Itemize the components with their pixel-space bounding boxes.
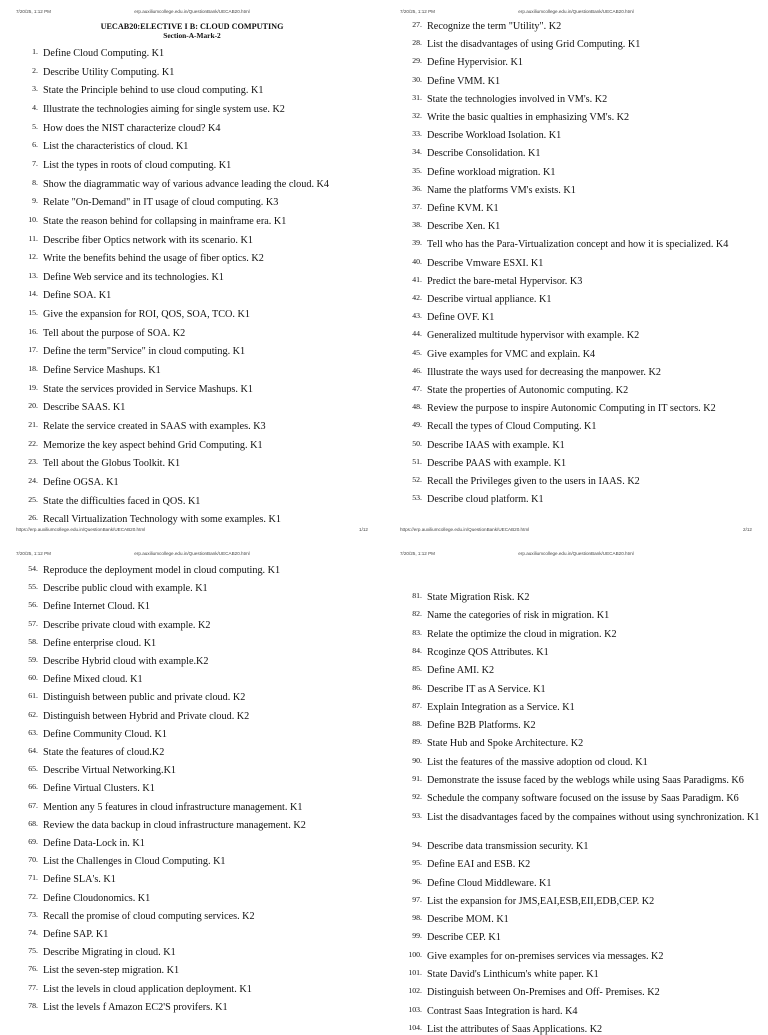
header-url: erp.auxiliumcollege.edu.in/QuestionBank/UECAB20.html (134, 9, 250, 14)
page-2-header (400, 9, 752, 15)
question-text: How does the NIST characterize cloud? K4 (43, 122, 221, 134)
question-number: 41. (412, 274, 422, 284)
question-text: Schedule the company software focused on the issuse by Saas Paradigm. K6 (427, 793, 739, 805)
question-number: 83. (412, 627, 422, 637)
page-number: 2/12 (743, 527, 752, 532)
question-text: Define Virtual Clusters. K1 (43, 783, 155, 795)
question-number: 38. (412, 220, 422, 230)
question-number: 42. (412, 293, 422, 302)
question-number: 26. (28, 513, 38, 523)
question-text: Give examples for VMC and explain. K4 (427, 348, 596, 360)
question-text: Define Hypervisior. K1 (427, 57, 523, 69)
question-number: 77. (28, 982, 38, 992)
header-url: erp.auxiliumcollege.edu.in/QuestionBank/UECAB20.html (134, 551, 250, 556)
question-text: List the levels f Amazon EC2'S provifers. K1 (43, 1001, 228, 1013)
question-number: 71. (28, 873, 38, 883)
question-number: 20. (28, 401, 38, 411)
question-number: 102. (408, 986, 422, 996)
question-number: 32. (412, 111, 422, 120)
question-text: Describe Workload Isolation. K1 (427, 130, 562, 142)
question-number: 54. (28, 564, 38, 573)
question-number: 34. (412, 147, 422, 157)
question-text: Define OGSA. K1 (43, 476, 119, 488)
question-text: Define KVM. K1 (427, 203, 499, 214)
question-number: 53. (412, 493, 422, 503)
question-text: Relate the service created in SAAS with examples. K3 (43, 421, 266, 432)
question-text: Distinguish between Hybrid and Private cloud. K2 (43, 710, 250, 722)
question-number: 73. (28, 909, 38, 919)
question-text: Describe CEP. K1 (427, 932, 501, 944)
question-number: 10. (28, 214, 38, 224)
question-number: 96. (412, 876, 422, 886)
question-text: Define SOA. K1 (43, 290, 112, 302)
question-text: Review the data backup in cloud infrastructure management. K2 (43, 819, 306, 831)
question-text: Predict the bare-metal Hypervisor. K3 (427, 275, 583, 287)
question-number: 33. (412, 129, 422, 139)
question-number: 35. (412, 165, 422, 175)
question-number: 67. (28, 800, 38, 810)
question-number: 23. (28, 457, 38, 467)
question-number: 91. (412, 774, 422, 783)
footer-url: https://erp.auxiliumcollege.edu.in/QuestionBank/UECAB20.html (16, 527, 146, 532)
question-text: Illustrate the ways used for decreasing the manpower. K2 (427, 366, 661, 378)
question-text: Give the expansion for ROI, QOS, SOA, TCO. K1 (43, 309, 250, 321)
question-text: Recall the Privileges given to the users in IAAS. K2 (427, 476, 640, 487)
question-number: 16. (28, 326, 38, 336)
question-number: 30. (412, 74, 422, 84)
question-text: Define Cloud Computing. K1 (43, 48, 165, 59)
question-number: 39. (412, 238, 422, 248)
question-text: Give examples for on-premises services via messages. K2 (427, 950, 664, 962)
question-number: 86. (412, 682, 422, 692)
question-text: Describe Xen. K1 (427, 221, 501, 233)
page-4-header (400, 551, 752, 557)
question-number: 104. (408, 1022, 422, 1032)
question-number: 36. (412, 183, 422, 193)
question-number: 69. (28, 837, 38, 846)
question-text: Demonstrate the issuse faced by the weblogs while using Saas Paradigms. K6 (427, 775, 744, 786)
question-number: 75. (28, 946, 38, 956)
question-text: Define Web service and its technologies. K1 (43, 271, 224, 283)
question-text: Tell who has the Para-Virtualization concept and how it is specialized. K4 (427, 239, 729, 251)
question-number: 2. (32, 65, 38, 75)
question-text: Define enterprise cloud. K1 (43, 637, 157, 649)
question-text: State David's Linthicum's white paper. K1 (427, 969, 599, 980)
question-text: Rcoginze QOS Attributes. K1 (427, 646, 549, 658)
question-text: Recognize the term "Utility". K2 (427, 21, 562, 32)
question-text: Define Cloud Middleware. K1 (427, 877, 552, 889)
question-text: Describe MOM. K1 (427, 914, 509, 926)
document-title (0, 22, 384, 40)
footer-url: https://erp.auxiliumcollege.edu.in/QuestionBank/UECAB20.html (400, 527, 530, 532)
question-text: State the difficulties faced in QOS. K1 (43, 495, 201, 507)
question-text: Describe Consolidation. K1 (427, 148, 541, 160)
header-timestamp: 7/20/25, 1:12 PM (400, 9, 435, 14)
question-number: 70. (28, 855, 38, 865)
question-number: 64. (28, 746, 38, 755)
question-text: Generalized multitude hypervisor with example. K2 (427, 330, 640, 342)
question-number: 24. (28, 475, 38, 485)
question-text: Describe cloud platform. K1 (427, 494, 544, 506)
question-text: List the Challenges in Cloud Computing. K1 (43, 856, 226, 868)
question-text: Memorize the key aspect behind Grid Computing. K1 (43, 439, 263, 451)
section-title: Section-A-Mark-2 (163, 31, 221, 40)
question-text: List the seven-step migration. K1 (43, 965, 180, 977)
question-text: Define Service Mashups. K1 (43, 365, 161, 377)
question-number: 81. (412, 591, 422, 600)
question-number: 82. (412, 609, 422, 619)
question-text: List the disadvantages of using Grid Computing. K1 (427, 39, 641, 51)
question-number: 46. (412, 365, 422, 375)
question-text: Illustrate the technologies aiming for single system use. K2 (43, 103, 285, 115)
question-number: 28. (412, 38, 422, 48)
page-3-header (16, 551, 368, 557)
question-text: Recall the types of Cloud Computing. K1 (427, 421, 597, 433)
question-number: 58. (28, 636, 38, 646)
question-text: Write the benefits behind the usage of fiber optics. K2 (43, 253, 264, 265)
question-number: 99. (412, 931, 422, 941)
header-timestamp: 7/20/25, 1:12 PM (16, 9, 51, 14)
question-text: List the disadvantages faced by the compaines without using synchronization. K1 (427, 811, 760, 823)
question-number: 89. (412, 737, 422, 747)
question-text: Describe public cloud with example. K1 (43, 583, 208, 595)
question-text: Describe Hybrid cloud with example.K2 (43, 656, 209, 667)
question-text: Name the platforms VM's exists. K1 (427, 184, 576, 196)
question-text: Define VMM. K1 (427, 75, 501, 87)
question-text: Explain Integration as a Service. K1 (427, 701, 575, 713)
question-number: 62. (28, 709, 38, 719)
question-number: 98. (412, 913, 422, 923)
question-number: 57. (28, 618, 38, 628)
question-text: List the levels in cloud application deployment. K1 (43, 983, 252, 995)
question-text: State Migration Risk. K2 (427, 592, 530, 603)
question-text: List the types in roots of cloud computing. K1 (43, 159, 232, 171)
question-number: 25. (28, 494, 38, 504)
question-number: 21. (28, 420, 38, 429)
question-text: Distinguish between public and private cloud. K2 (43, 692, 246, 704)
question-number: 22. (28, 438, 38, 448)
question-number: 9. (32, 196, 38, 206)
question-number: 63. (28, 727, 38, 737)
question-number: 47. (412, 384, 422, 393)
question-number: 56. (28, 600, 38, 610)
question-number: 50. (412, 438, 422, 448)
question-text: Define the term"Service" in cloud computing. K1 (43, 346, 246, 358)
question-text: Describe data transmission security. K1 (427, 840, 589, 852)
question-number: 72. (28, 891, 38, 901)
header-timestamp: 7/20/25, 1:12 PM (16, 551, 51, 556)
question-number: 93. (412, 810, 422, 820)
question-number: 60. (28, 673, 38, 683)
question-text: Define workload migration. K1 (427, 166, 556, 178)
question-number: 3. (32, 84, 38, 94)
question-text: Define SLA's. K1 (43, 874, 116, 886)
question-number: 27. (412, 20, 422, 29)
question-number: 101. (408, 968, 422, 977)
question-text: Describe Utility Computing. K1 (43, 66, 175, 78)
question-text: State the technologies involved in VM's. K2 (427, 93, 608, 105)
question-text: Show the diagrammatic way of various advance leading the cloud. K4 (43, 178, 330, 190)
question-text: Describe IAAS with example. K1 (427, 439, 565, 451)
question-text: Relate the optimize the cloud in migration. K2 (427, 628, 617, 640)
question-text: State the services provided in Service Mashups. K1 (43, 383, 253, 395)
course-title: UECAB20:ELECTIVE I B: CLOUD COMPUTING (100, 22, 284, 31)
question-number: 76. (28, 964, 38, 974)
question-number: 5. (32, 121, 38, 131)
question-text: List the characteristics of cloud. K1 (43, 141, 189, 153)
question-text: Review the purpose to inspire Autonomic Computing in IT sectors. K2 (427, 403, 716, 415)
question-text: Tell about the purpose of SOA. K2 (43, 327, 186, 339)
question-text: Describe fiber Optics network with its scenario. K1 (43, 234, 253, 246)
question-text: Describe SAAS. K1 (43, 402, 126, 414)
question-number: 49. (412, 420, 422, 430)
header-url: erp.auxiliumcollege.edu.in/QuestionBank/UECAB20.html (518, 551, 634, 556)
question-number: 1. (32, 47, 38, 56)
question-number: 31. (412, 92, 422, 102)
question-number: 43. (412, 311, 422, 321)
question-text: Relate "On-Demand" in IT usage of cloud computing. K3 (43, 197, 279, 209)
question-number: 74. (28, 928, 38, 937)
question-number: 55. (28, 582, 38, 592)
question-text: Define AMI. K2 (427, 665, 495, 677)
question-text: Describe Migrating in cloud. K1 (43, 947, 176, 959)
question-text: Define B2B Platforms. K2 (427, 720, 536, 732)
question-text: Define Mixed cloud. K1 (43, 674, 143, 686)
question-text: Describe Vmware ESXI. K1 (427, 257, 544, 269)
question-number: 12. (28, 252, 38, 262)
header-url: erp.auxiliumcollege.edu.in/QuestionBank/UECAB20.html (518, 9, 634, 14)
question-text: Recall Virtualization Technology with some examples. K1 (43, 514, 281, 526)
question-number: 7. (32, 158, 38, 168)
question-text: Describe virtual appliance. K1 (427, 294, 552, 305)
question-text: Name the categories of risk in migration. K1 (427, 610, 610, 622)
page-number: 1/12 (359, 527, 368, 532)
question-number: 97. (412, 894, 422, 904)
question-text: Define EAI and ESB. K2 (427, 859, 531, 871)
question-number: 52. (412, 475, 422, 484)
question-text: Describe IT as A Service. K1 (427, 683, 546, 695)
question-text: Define SAP. K1 (43, 929, 109, 940)
question-text: Define Internet Cloud. K1 (43, 601, 150, 613)
question-text: List the attributes of Saas Applications. K2 (427, 1023, 603, 1035)
question-text: Define Cloudonomics. K1 (43, 892, 151, 904)
question-number: 14. (28, 289, 38, 299)
question-text: List the features of the massive adoption od cloud. K1 (427, 756, 648, 768)
question-number: 19. (28, 382, 38, 392)
question-text: State Hub and Spoke Architecture. K2 (427, 738, 584, 750)
question-text: Describe private cloud with example. K2 (43, 619, 211, 631)
question-text: Define Data-Lock in. K1 (43, 838, 145, 849)
question-number: 15. (28, 308, 38, 318)
question-text: State the reason behind for collapsing in mainframe era. K1 (43, 215, 287, 227)
question-number: 90. (412, 755, 422, 765)
question-number: 59. (28, 655, 38, 664)
question-number: 65. (28, 764, 38, 774)
question-text: Define OVF. K1 (427, 312, 495, 324)
question-number: 95. (412, 858, 422, 868)
question-number: 48. (412, 402, 422, 412)
question-number: 44. (412, 329, 422, 339)
question-number: 87. (412, 700, 422, 710)
question-number: 17. (28, 345, 38, 355)
question-text: State the features of cloud.K2 (43, 747, 165, 758)
question-text: Contrast Saas Integration is hard. K4 (427, 1005, 578, 1017)
question-number: 88. (412, 719, 422, 729)
question-number: 37. (412, 202, 422, 211)
question-number: 68. (28, 818, 38, 828)
question-number: 11. (28, 233, 38, 243)
question-text: Define Community Cloud. K1 (43, 728, 167, 740)
question-number: 103. (408, 1004, 422, 1014)
question-number: 51. (412, 456, 422, 466)
question-number: 18. (28, 364, 38, 374)
question-text: Describe Virtual Networking.K1 (43, 765, 177, 777)
question-number: 84. (412, 645, 422, 655)
question-number: 29. (412, 56, 422, 66)
question-text: Tell about the Globus Toolkit. K1 (43, 458, 181, 470)
question-number: 61. (28, 691, 38, 701)
page-1-header (16, 9, 368, 15)
header-timestamp: 7/20/25, 1:12 PM (400, 551, 435, 556)
question-number: 13. (28, 270, 38, 280)
question-text: Distinguish between On-Premises and Off- Premises. K2 (427, 987, 660, 999)
question-text: Mention any 5 features in cloud infrastructure management. K1 (43, 801, 303, 813)
question-text: Reproduce the deployment model in cloud computing. K1 (43, 565, 281, 576)
question-text: State the Principle behind to use cloud computing. K1 (43, 85, 264, 97)
question-text: Recall the promise of cloud computing services. K2 (43, 910, 255, 922)
question-number: 6. (32, 140, 38, 150)
question-text: List the expansion for JMS,EAI,ESB,EII,EDB,CEP. K2 (427, 895, 655, 907)
question-text: Write the basic qualties in emphasizing VM's. K2 (427, 112, 630, 123)
question-number: 92. (412, 792, 422, 802)
question-number: 45. (412, 347, 422, 357)
question-number: 78. (28, 1000, 38, 1010)
question-number: 4. (32, 102, 38, 112)
question-number: 100. (408, 949, 422, 959)
question-number: 8. (32, 177, 38, 187)
question-number: 66. (28, 782, 38, 792)
question-text: Describe PAAS with example. K1 (427, 457, 567, 469)
question-number: 85. (412, 664, 422, 674)
question-number: 40. (412, 256, 422, 266)
question-text: State the properties of Autonomic computing. K2 (427, 385, 629, 396)
question-number: 94. (412, 839, 422, 849)
